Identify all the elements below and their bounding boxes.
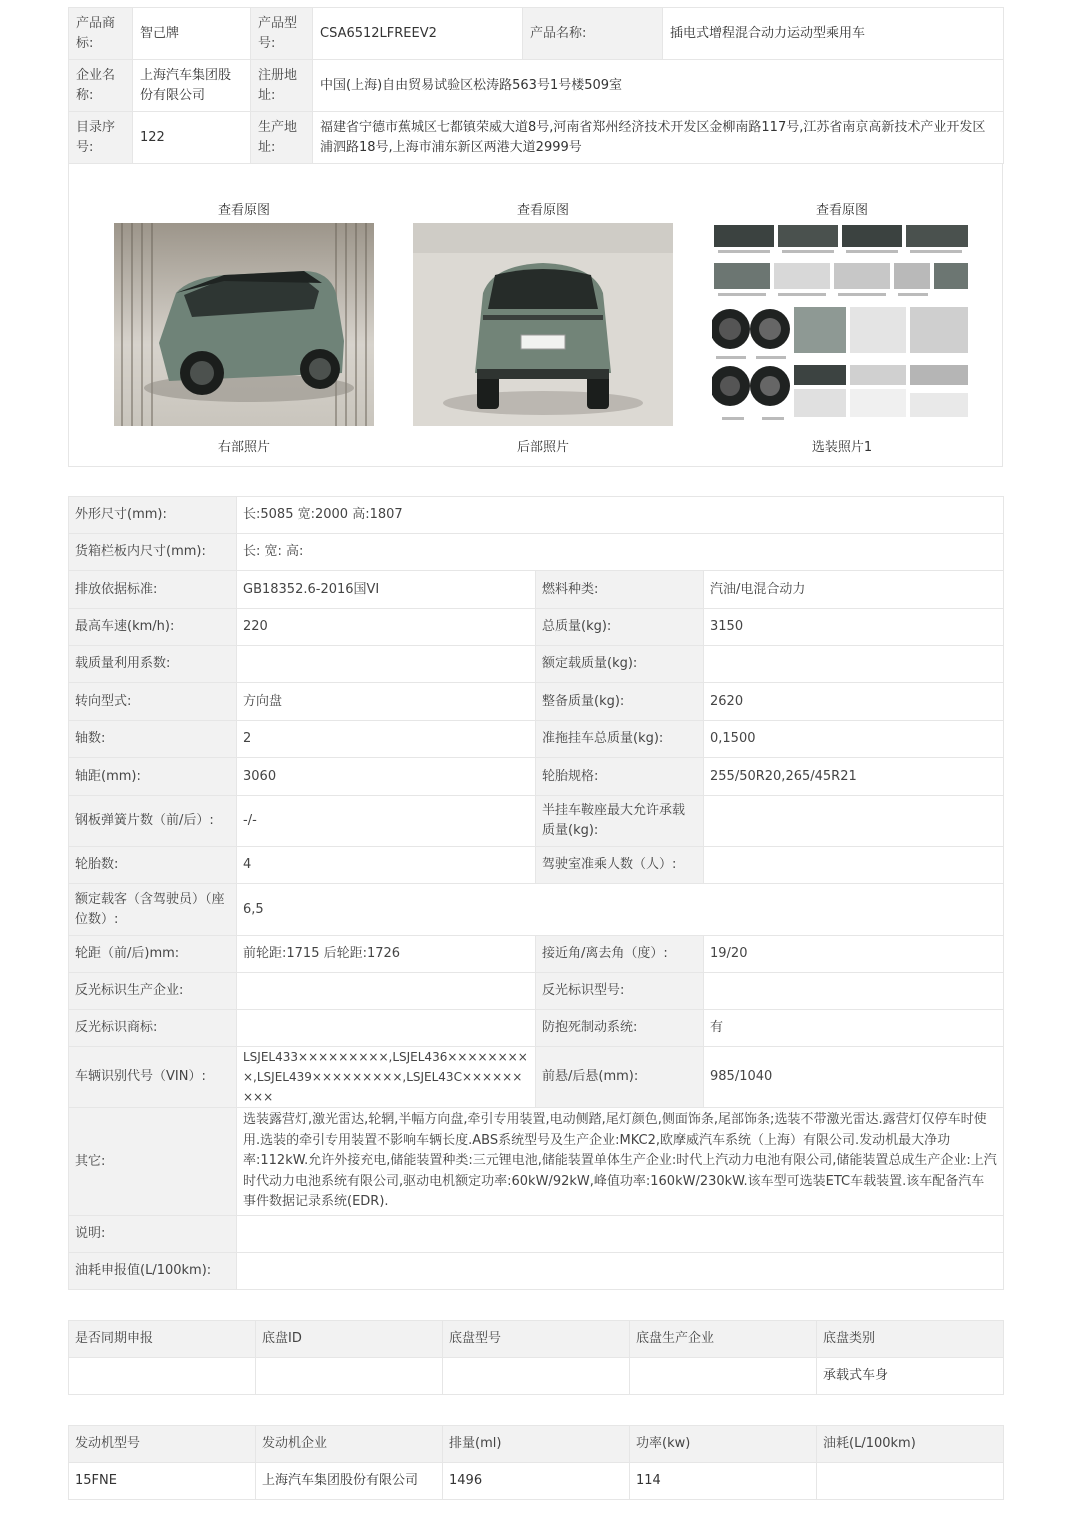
- vin-value: LSJEL433×××××××××,LSJEL436×××××××××,LSJEL439×××××××××,LSJEL43C×××××××××: [237, 1047, 536, 1108]
- engine-cell: 15FNE: [69, 1463, 256, 1500]
- model-label: 产品型号:: [251, 8, 313, 60]
- spec-value: 2: [237, 721, 536, 758]
- other-label: 其它:: [69, 1108, 237, 1216]
- spec-label: 轮胎数:: [69, 847, 237, 884]
- spec-label: 反光标识商标:: [69, 1010, 237, 1047]
- spec-value: [704, 847, 1004, 884]
- prod-address-value: 福建省宁德市蕉城区七都镇荣威大道8号,河南省郑州经济技术开发区金柳南路117号,江苏省南京高新技术产业开发区浦泗路18号,上海市浦东新区两港大道2999号: [313, 112, 1004, 164]
- rear-photo[interactable]: [413, 223, 673, 426]
- spec-label: 接近角/离去角（度）:: [536, 936, 704, 973]
- spec-label: 转向型式:: [69, 683, 237, 721]
- spec-value: 255/50R20,265/45R21: [704, 758, 1004, 796]
- spec-label: 反光标识型号:: [536, 973, 704, 1010]
- spec-label: 最高车速(km/h):: [69, 609, 237, 646]
- spec-label: 整备质量(kg):: [536, 683, 704, 721]
- engine-table: [68, 1425, 1004, 1500]
- view-original-link-1[interactable]: 查看原图: [217, 203, 270, 218]
- spec-value: 前轮距:1715 后轮距:1726: [237, 936, 536, 973]
- spec-value: [704, 646, 1004, 683]
- engine-cell: 114: [630, 1463, 817, 1500]
- spec-label: 轴数:: [69, 721, 237, 758]
- reg-address-label: 注册地址:: [251, 60, 313, 112]
- spec-value: 方向盘: [237, 683, 536, 721]
- spec-value: [237, 973, 536, 1010]
- rear-photo-caption: 后部照片: [516, 440, 569, 455]
- brand-value: 智己牌: [133, 8, 251, 60]
- spec-label: 载质量利用系数:: [69, 646, 237, 683]
- chassis-header: 底盘ID: [256, 1321, 443, 1358]
- chassis-cell: [443, 1358, 630, 1395]
- spec-value: 有: [704, 1010, 1004, 1047]
- spec-value: 3060: [237, 758, 536, 796]
- photo-gallery: [68, 163, 1003, 467]
- seats-label: 额定载客（含驾驶员）（座位数）:: [69, 884, 237, 936]
- seats-value: 6,5: [237, 884, 1004, 936]
- catalog-label: 目录序号:: [69, 112, 133, 164]
- right-photo-caption: 右部照片: [217, 440, 270, 455]
- spec-label: 轮胎规格:: [536, 758, 704, 796]
- chassis-header: 底盘生产企业: [630, 1321, 817, 1358]
- spec-label: 轮距（前/后)mm:: [69, 936, 237, 973]
- view-original-link-3[interactable]: 查看原图: [815, 203, 868, 218]
- spec-label: 半挂车鞍座最大允许承载质量(kg):: [536, 796, 704, 847]
- spec-value: 985/1040: [704, 1047, 1004, 1108]
- spec-table: [68, 496, 1004, 1290]
- engine-header: 发动机企业: [256, 1426, 443, 1463]
- cargo-size-value: 长: 宽: 高:: [237, 534, 1004, 571]
- spec-value: -/-: [237, 796, 536, 847]
- other-value: 选装露营灯,激光雷达,轮辋,半幅方向盘,牵引专用装置,电动侧踏,尾灯颜色,侧面饰条,尾部饰条;选装不带激光雷达.露营灯仅停车时使用.选装的牵引专用装置不影响车辆长度.ABS系统型号及生产企业:MKC2,欧摩威汽车系统（上海）有限公司.发动机最大净功率:112kW.允许外接充电,储能装置种类:三元锂电池,储能装置单体生产企业:时代上汽动力电池有限公司,储能装置总成生产企业:上汽时代动力电池系统有限公司,驱动电机额定功率:60kW/92kW,峰值功率:160kW/230kW.该车型可选装ETC车载装置.该车配备汽车事件数据记录系统(EDR).: [237, 1108, 1004, 1216]
- enterprise-label: 企业名称:: [69, 60, 133, 112]
- fuel-label: 油耗申报值(L/100km):: [69, 1253, 237, 1290]
- spec-label: 排放依据标准:: [69, 571, 237, 609]
- product-header-table: [68, 7, 1004, 164]
- engine-cell: 上海汽车集团股份有限公司: [256, 1463, 443, 1500]
- engine-cell: [817, 1463, 1004, 1500]
- chassis-cell: [69, 1358, 256, 1395]
- spec-label: 轴距(mm):: [69, 758, 237, 796]
- spec-value: 220: [237, 609, 536, 646]
- spec-value: 0,1500: [704, 721, 1004, 758]
- product-name-value: 插电式增程混合动力运动型乘用车: [663, 8, 1004, 60]
- engine-cell: 1496: [443, 1463, 630, 1500]
- dimensions-value: 长:5085 宽:2000 高:1807: [237, 497, 1004, 534]
- spec-value: 19/20: [704, 936, 1004, 973]
- spec-value: [704, 973, 1004, 1010]
- chassis-header: 底盘型号: [443, 1321, 630, 1358]
- engine-header: 油耗(L/100km): [817, 1426, 1004, 1463]
- brand-label: 产品商标:: [69, 8, 133, 60]
- spec-value: [704, 796, 1004, 847]
- view-original-link-2[interactable]: 查看原图: [516, 203, 569, 218]
- fuel-value: [237, 1253, 1004, 1290]
- engine-header: 排量(ml): [443, 1426, 630, 1463]
- spec-label: 钢板弹簧片数（前/后）:: [69, 796, 237, 847]
- prod-address-label: 生产地址:: [251, 112, 313, 164]
- spec-label: 总质量(kg):: [536, 609, 704, 646]
- model-value: CSA6512LFREEV2: [313, 8, 523, 60]
- product-name-label: 产品名称:: [523, 8, 663, 60]
- note-value: [237, 1216, 1004, 1253]
- reg-address-value: 中国(上海)自由贸易试验区松涛路563号1号楼509室: [313, 60, 1004, 112]
- spec-label: 准拖挂车总质量(kg):: [536, 721, 704, 758]
- vin-label: 车辆识别代号（VIN）:: [69, 1047, 237, 1108]
- catalog-value: 122: [133, 112, 251, 164]
- note-label: 说明:: [69, 1216, 237, 1253]
- chassis-cell: [256, 1358, 443, 1395]
- spec-label: 前悬/后悬(mm):: [536, 1047, 704, 1108]
- chassis-header: 是否同期申报: [69, 1321, 256, 1358]
- optional-equipment-photo[interactable]: [712, 223, 972, 426]
- dimensions-label: 外形尺寸(mm):: [69, 497, 237, 534]
- chassis-table: [68, 1320, 1004, 1395]
- cargo-size-label: 货箱栏板内尺寸(mm):: [69, 534, 237, 571]
- engine-header: 发动机型号: [69, 1426, 256, 1463]
- spec-label: 反光标识生产企业:: [69, 973, 237, 1010]
- enterprise-value: 上海汽车集团股份有限公司: [133, 60, 251, 112]
- spec-label: 燃料种类:: [536, 571, 704, 609]
- spec-label: 额定载质量(kg):: [536, 646, 704, 683]
- optional-photo-caption: 选装照片1: [811, 440, 873, 455]
- spec-label: 驾驶室准乘人数（人）:: [536, 847, 704, 884]
- spec-value: [237, 1010, 536, 1047]
- spec-value: [237, 646, 536, 683]
- spec-label: 防抱死制动系统:: [536, 1010, 704, 1047]
- engine-header: 功率(kw): [630, 1426, 817, 1463]
- spec-value: GB18352.6-2016国VI: [237, 571, 536, 609]
- chassis-cell: 承载式车身: [817, 1358, 1004, 1395]
- chassis-header: 底盘类别: [817, 1321, 1004, 1358]
- spec-value: 2620: [704, 683, 1004, 721]
- right-side-photo[interactable]: [114, 223, 374, 426]
- spec-value: 汽油/电混合动力: [704, 571, 1004, 609]
- spec-value: 4: [237, 847, 536, 884]
- chassis-cell: [630, 1358, 817, 1395]
- spec-value: 3150: [704, 609, 1004, 646]
